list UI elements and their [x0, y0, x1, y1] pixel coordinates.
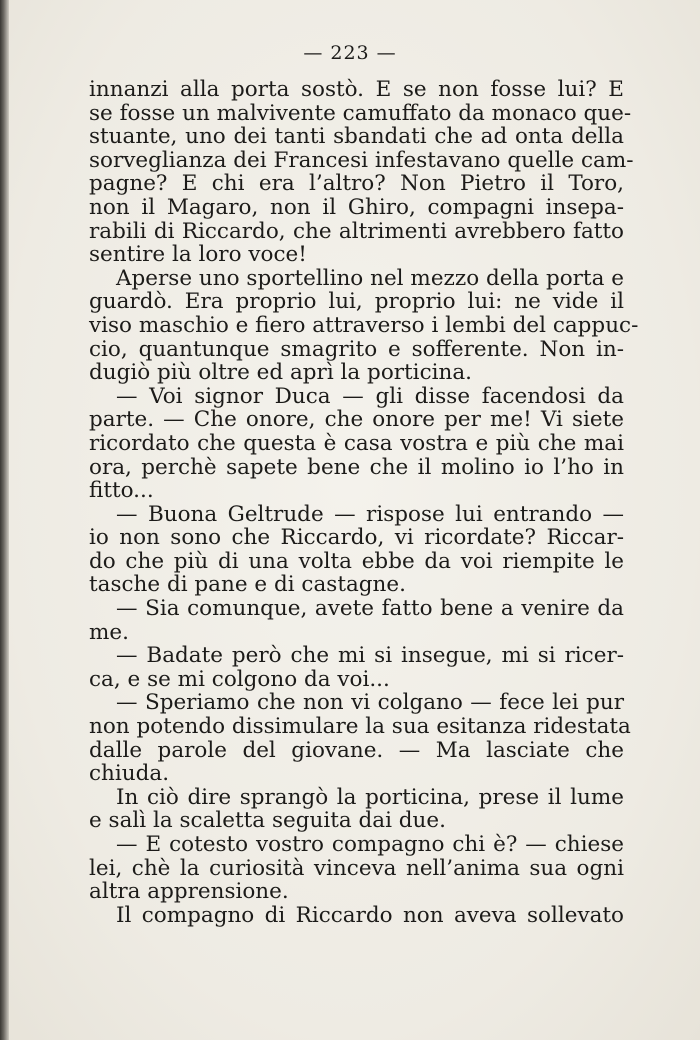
- text-line: non il Magaro, non il Ghiro, compagni insepa-: [89, 194, 624, 220]
- text-line: ora, perchè sapete bene che il molino io l’ho in: [89, 454, 624, 480]
- text-line: parte. — Che onore, che onore per me! Vi siete: [89, 407, 624, 433]
- text-line: — E cotesto vostro compagno chi è? — chiese: [116, 832, 624, 857]
- text-line: cio, quantunque smagrito e sofferente. Non in-: [89, 336, 624, 362]
- text-line: guardò. Era proprio lui, proprio lui: ne vide il: [89, 289, 624, 315]
- text-line: fitto...: [89, 478, 154, 504]
- text-line: — Speriamo che non vi colgano — fece lei pur: [116, 690, 624, 716]
- text-line: In ciò dire sprangò la porticina, prese il lume: [116, 784, 624, 810]
- text-line: ca, e se mi colgono da voi...: [89, 666, 390, 692]
- text-line: — Badate però che mi si insegue, mi si ricer-: [116, 643, 624, 669]
- text-line: stuante, uno dei tanti sbandati che ad onta della: [89, 124, 624, 150]
- text-line: do che più di una volta ebbe da voi riempite le: [89, 548, 624, 574]
- text-line: viso maschio e fiero attraverso i lembi del cappuc-: [89, 312, 639, 338]
- text-line: lei, chè la curiosità vinceva nell’anima sua ogni: [89, 855, 624, 881]
- text-line: innanzi alla porta sostò. E se non fosse lui? E: [89, 77, 624, 102]
- text-line: altra apprensione.: [89, 879, 289, 905]
- text-line: Il compagno di Riccardo non aveva sollevato: [116, 902, 624, 928]
- text-line: chiuda.: [89, 761, 170, 787]
- text-line: e salì la scaletta seguita dai due.: [89, 808, 446, 834]
- page-binding-edge: [0, 0, 9, 1040]
- text-line: pagne? E chi era l’altro? Non Pietro il Toro,: [89, 171, 624, 197]
- body-text: [89, 77, 639, 928]
- text-line: dalle parole del giovane. — Ma lasciate che: [89, 737, 624, 763]
- text-line: — Voi signor Duca — gli disse facendosi da: [116, 383, 624, 409]
- text-line: me.: [89, 619, 129, 645]
- text-line: tasche di pane e di castagne.: [89, 572, 406, 598]
- text-line: Aperse uno sportellino nel mezzo della porta e: [116, 265, 624, 291]
- text-line: — Sia comunque, avete fatto bene a venire da: [116, 596, 624, 622]
- text-line: — Buona Geltrude — rispose lui entrando —: [116, 501, 624, 527]
- text-line: io non sono che Riccardo, vi ricordate? Riccar-: [89, 525, 624, 551]
- text-line: dugiò più oltre ed aprì la porticina.: [89, 360, 472, 386]
- text-line: non potendo dissimulare la sua esitanza ridestata: [89, 714, 631, 740]
- text-line: sorveglianza dei Francesi infestavano quelle cam-: [89, 147, 634, 173]
- page-number: — 223 —: [303, 42, 397, 64]
- text-line: ricordato che questa è casa vostra e più che mai: [89, 430, 624, 456]
- text-line: rabili di Riccardo, che altrimenti avrebbero fatto: [89, 218, 624, 244]
- text-line: se fosse un malvivente camuffato da monaco que-: [89, 100, 632, 126]
- text-line: sentire la loro voce!: [89, 242, 307, 268]
